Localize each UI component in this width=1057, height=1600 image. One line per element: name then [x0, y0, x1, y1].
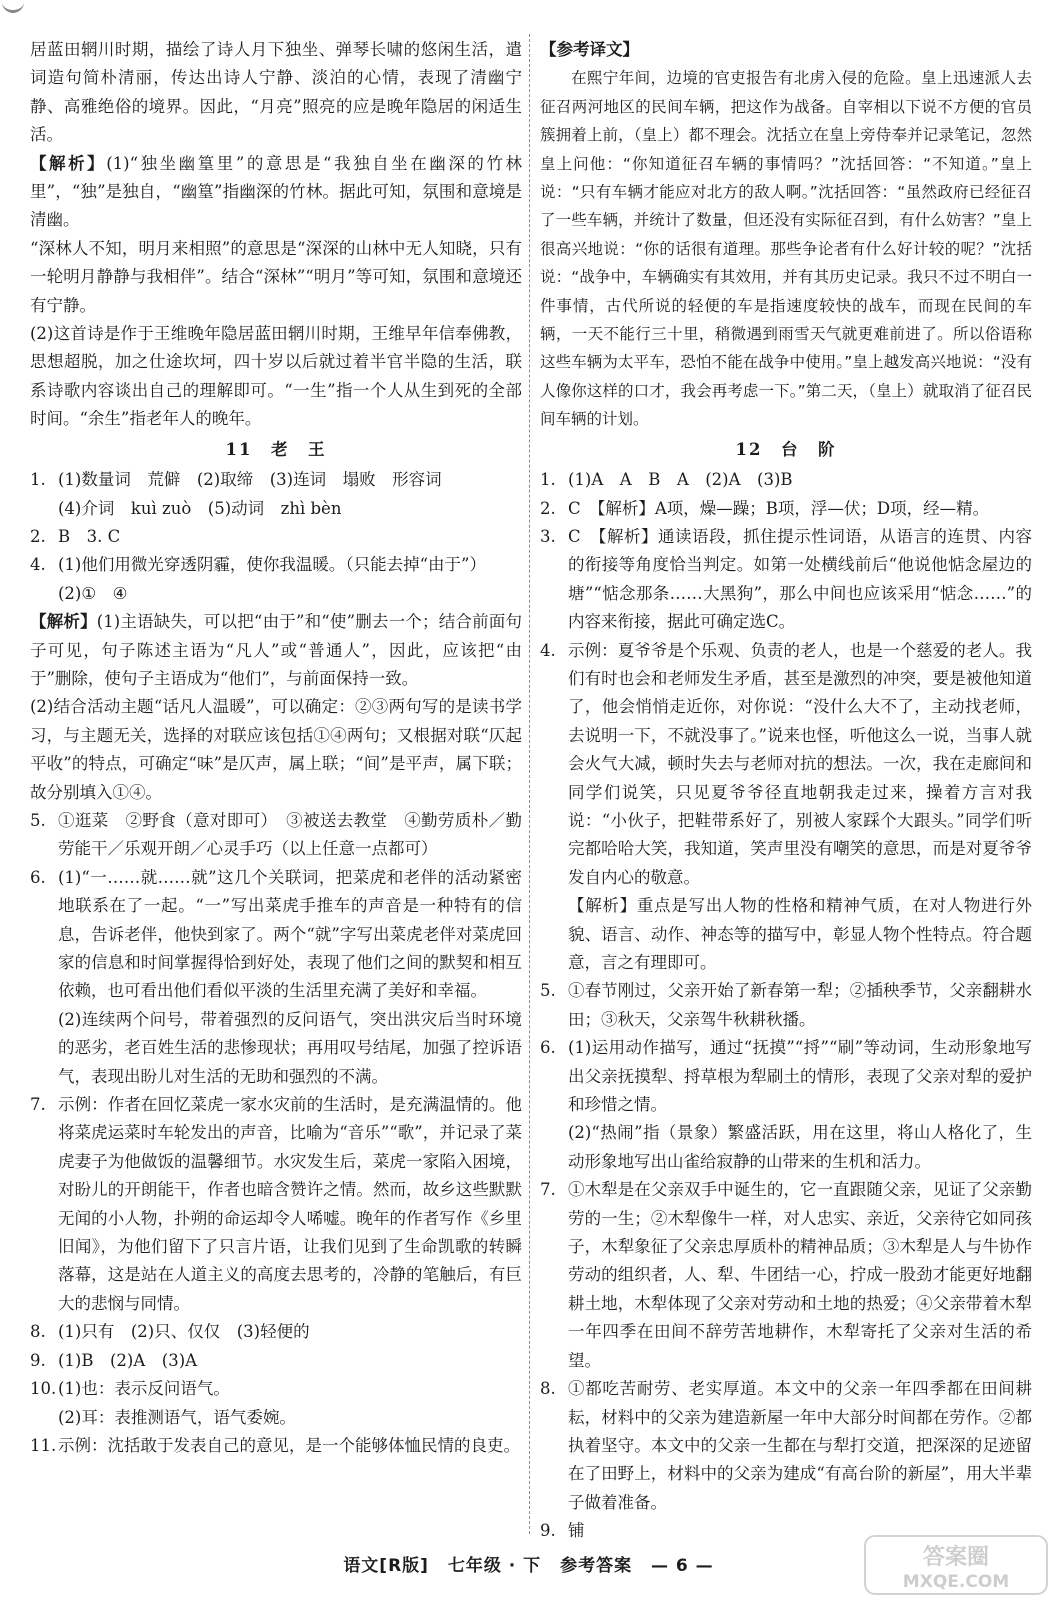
- answer-item: 7. ①木犁是在父亲双手中诞生的，它一直跟随父亲，见证了父亲勤劳的一生；②木犁像牛一样，对人忠实、亲近，父亲待它如同孩子，木犁象征了父亲忠厚质朴的精神品质；③木犁是人与牛协作劳动的组织者，人、犁、牛团结一心，拧成一股劲才能更好地翻耕土地，木犁体现了父亲对劳动和土地的热爱；④父亲带着木犁一年四季在田间不辞劳苦地耕作，木犁寄托了父亲对生活的希望。: [540, 1180, 1032, 1370]
- section-title-11: 11 老 王: [225, 439, 327, 459]
- reference-translation: 在熙宁年间，边境的官吏报告有北虏入侵的危险。皇上迅速派人去征召两河地区的民间车辆，把这作为战备。自宰相以下说不方便的官员簇拥着上前，（皇上）都不理会。沈括立在皇上旁侍奉并记录笔记，忽然皇上问他：“你知道征召车辆的事情吗？”沈括回答：“不知道。”皇上说：“只有车辆才能应对北方的敌人啊。”沈括回答：“虽然政府已经征召了一些车辆，并统计了数量，但还没有实际征召到，有什么妨害？”皇上很高兴地说：“你的话很有道理。那些争论者有什么好计较的呢？”沈括说：“战争中，车辆确实有其效用，并有其历史记录。我只不过不明白一件事情，古代所说的轻便的车是指速度较快的战车，而现在民间的车辆，一天不能行三十里，稍微遇到雨雪天气就更难前进了。所以俗语称这些车辆为太平车，恐怕不能在战争中使用。”皇上越发高兴地说：“没有人像你这样的口才，我会再考虑一下。”第二天，（皇上）就取消了征召民间车辆的计划。: [540, 69, 1032, 429]
- answer-item: 2. B 3. C: [30, 526, 121, 546]
- poem-analysis-intro: 居蓝田辋川时期，描绘了诗人月下独坐、弹琴长啸的悠闲生活，遣词造句简朴清丽，传达出诗人宁静、淡泊的心情，表现了清幽宁静、高雅绝俗的境界。因此，“月亮”照亮的应是晚年隐居的闲适生活。: [30, 40, 522, 145]
- answer-item: 2. C 【解析】A项，燥—躁；B项，浮—伏；D项，经—精。: [540, 498, 990, 518]
- answer-item: 9. (1)B (2)A (3)A: [30, 1350, 198, 1370]
- poem-jiexi-1: 【解析】(1)“独坐幽篁里”的意思是“我独自坐在幽深的竹林里”，“独”是独自，“幽篁”指幽深的竹林。据此可知，氛围和意境是清幽。: [30, 153, 522, 230]
- answer-item: 5. ①逛菜 ②野食（意对即可） ③被送去教堂 ④勤劳质朴／勤劳能干／乐观开朗／心灵手巧（以上任意一点都可）: [30, 810, 522, 859]
- poem-jiexi-3: (2)这首诗是作于王维晚年隐居蓝田辋川时期，王维早年信奉佛教，思想超脱，加之仕途坎坷，四十岁以后就过着半官半隐的生活，联系诗歌内容谈出自己的理解即可。“一生”指一个人从生到死的全部时间。“余生”指老年人的晚年。: [30, 324, 522, 429]
- right-column: [540, 36, 1032, 1546]
- answer-item: 11. 示例：沈括敢于发表自己的意见，是一个能够体恤民情的良吏。: [30, 1435, 520, 1455]
- section-title-12: 12 台 阶: [735, 439, 837, 459]
- footer-label: 参考答案: [560, 1556, 633, 1576]
- answer-item: 4. 示例：夏爷爷是个乐观、负责的老人，也是一个慈爱的老人。我们有时也会和老师发生矛盾，甚至是激烈的冲突，要是被他知道了，他会悄悄走近你，对你说：“没什么大不了，主动找老师，去说明一下，不就没事了。”说来也怪，听他这么一说，当事人就会火气大减，顿时失去与老师对抗的想法。一次，我在走廊间和同学们说笑，只见夏爷爷径直地朝我走过来，操着方言对我说：“小伙子，把鞋带系好了，别被人家踩个大跟头。”同学们听完都哈哈大笑，我知道，笑声里没有嘲笑的意思，而是对夏爷爷发自内心的敬意。 【解析】重点是写出人物的性格和精神气质，在对人物进行外貌、语言、动作、神态等的描写中，彰显人物个性特点。符合题意，言之有理即可。: [540, 640, 1032, 972]
- footer-subject: 语文[R版]: [343, 1556, 429, 1576]
- answer-item: 1. (1)A A B A (2)A (3)B: [540, 470, 793, 490]
- answer-item: 5. ①春节刚过，父亲开始了新春第一犁；②插秧季节，父亲翻耕水田；③秋天，父亲驾牛秋耕秋播。: [540, 981, 1032, 1029]
- answer-item: 8. ①都吃苦耐劳、老实厚道。本文中的父亲一年四季都在田间耕耘，材料中的父亲为建造新屋一年中大部分时间都在劳作。②都执着坚守。本文中的父亲一生都在与犁打交道，把深深的足迹留在了田野上，材料中的父亲为建成“有高台阶的新屋”，用大半辈子做着准备。: [540, 1379, 1032, 1512]
- answer-item: 9. 铺: [540, 1521, 585, 1541]
- jiexi-4a: 【解析】(1)主语缺失，可以把“由于”和“使”删去一个；结合前面句子可见，句子陈述主语为“凡人”或“普通人”，因此，应该把“由于”删除，使句子主语成为“他们”，与前面保持一致。: [30, 612, 523, 688]
- page-number: — 6 —: [651, 1556, 714, 1576]
- watermark-top: 答案圈: [922, 1545, 990, 1570]
- footer-grade: 七年级 · 下: [447, 1556, 542, 1576]
- answer-item: 10. (1)也：表示反问语气。 (2)耳：表推测语气，语气委婉。: [30, 1379, 296, 1427]
- watermark-bottom: MXQE.COM: [902, 1572, 1010, 1592]
- answer-item: 3. C 【解析】通读语段，抓住提示性词语，从语言的连贯、内容的衔接等角度恰当判定。如第一处横线前后“他说他惦念屋边的塘”“惦念那条……大黑狗”，那么中间也应该采用“惦念……”的内容来衔接，据此可确定选C。: [540, 526, 1032, 632]
- answer-item: 6. (1)运用动作描写，通过“抚摸”“捋”“刷”等动词，生动形象地写出父亲抚摸犁、捋草根为犁刷土的情形，表现了父亲对犁的爱护和珍惜之情。 (2)“热闹”指（景象）繁盛活跃，用在这里，将山人格化了，生动形象地写出山雀给寂静的山带来的生机和活力。: [540, 1038, 1032, 1171]
- watermark-logo-icon: [863, 1534, 1049, 1596]
- answer-item: 8. (1)只有 (2)只、仅仅 (3)轻便的: [30, 1322, 310, 1342]
- answer-item: 7. 示例：作者在回忆菜虎一家水灾前的生活时，是充满温情的。他将菜虎运菜时车轮发出的声音，比喻为“音乐”“歌”，并记录了菜虎妻子为他做饭的温馨细节。水灾发生后，菜虎一家陷入困境，对盼儿的开朗能干，作者也暗含赞许之情。然而，故乡这些默默无闻的小人物，扑朔的命运却令人唏嘘。晚年的作者写作《乡里旧闻》，为他们留下了只言片语，让我们见到了生命凯歌的转瞬落幕，这是站在人道主义的高度去思考的，冷静的笔触后，有巨大的悲悯与同情。: [30, 1095, 522, 1313]
- left-column: [30, 36, 522, 1460]
- translation-tag: 【参考译文】: [540, 40, 639, 59]
- poem-jiexi-2: “深林人不知，明月来相照”的意思是“深深的山林中无人知晓，只有一轮明月静静与我相伴”。结合“深林”“明月”等可知，氛围和意境还有宁静。: [30, 238, 522, 315]
- jiexi-tag: 【解析】: [30, 153, 107, 173]
- answer-item: 4. (1)他们用微光穿透阴霾，使你我温暖。（只能去掉“由于”） (2)① ④: [30, 555, 486, 603]
- corner-mark-icon: [2, 0, 24, 13]
- answer-item: 1. (1)数量词 荒僻 (2)取缔 (3)连词 塌败 形容词 (4)介词 kuì zuò (5)动词 zhì bèn: [30, 470, 442, 518]
- answer-item: 6. (1)“一……就……就”这几个关联词，把菜虎和老伴的活动紧密地联系在了一起。“一”写出菜虎手推车的声音是一种特有的信息，告诉老伴，他快到家了。两个“就”字写出菜虎老伴对菜虎回家的信息和时间掌握得恰到好处，表现了他们之间的默契和相互依赖，也可看出他们看似平淡的生活里充满了美好和幸福。 (2)连续两个问号，带着强烈的反问语气，突出洪灾后当时环境的恶劣，老百姓生活的悲惨现状；再用叹号结尾，加强了控诉语气，表现出盼儿对生活的无助和强烈的不满。: [30, 867, 522, 1086]
- column-divider: [529, 34, 530, 1534]
- jiexi-4b: (2)结合活动主题“话凡人温暖”，可以确定：②③两句写的是读书学习，与主题无关，选择的对联应该包括①④两句；又根据对联“仄起平收”的特点，可确定“味”是仄声，属上联；“间”是平声，属下联；故分别填入①④。: [30, 697, 522, 802]
